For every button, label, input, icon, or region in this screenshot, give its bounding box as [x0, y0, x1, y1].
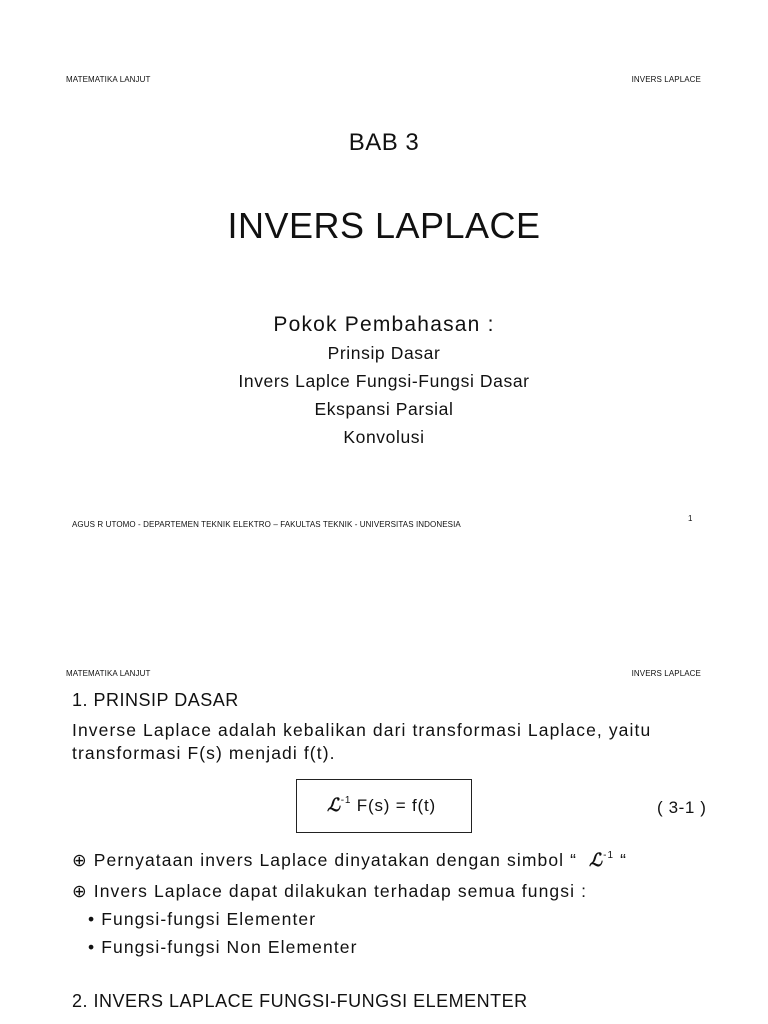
- footer-text: AGUS R UTOMO - DEPARTEMEN TEKNIK ELEKTRO – FAKULTAS TEKNIK - UNIVERSITAS INDONESIA: [72, 520, 461, 529]
- bullet-item: [72, 850, 627, 871]
- section-title: 2. INVERS LAPLACE FUNGSI-FUNGSI ELEMENTER: [72, 991, 528, 1011]
- page-number: 1: [688, 514, 693, 523]
- topic-item: Prinsip Dasar: [327, 343, 441, 363]
- paragraph-line: Inverse Laplace adalah kebalikan dari transformasi Laplace, yaitu: [72, 720, 652, 740]
- circled-plus-icon: ⊕: [72, 881, 88, 901]
- section-title: 1. PRINSIP DASAR: [72, 690, 239, 710]
- topic-item: Konvolusi: [343, 427, 425, 447]
- header-right: INVERS LAPLACE: [631, 75, 701, 84]
- laplace-symbol: ℒ: [327, 795, 341, 816]
- equation-rest: F(s) = f(t): [356, 796, 436, 815]
- sub-list-item: [88, 909, 316, 930]
- bullet-dot-icon: •: [88, 937, 96, 957]
- topic-item: Invers Laplce Fungsi-Fungsi Dasar: [238, 371, 530, 391]
- header-left: MATEMATIKA LANJUT: [66, 669, 151, 678]
- paragraph-line: transformasi F(s) menjadi f(t).: [72, 743, 336, 763]
- bullet-text: Invers Laplace dapat dilakukan terhadap semua fungsi :: [93, 881, 588, 901]
- equation: [327, 795, 436, 816]
- sub-item-text: Fungsi-fungsi Non Elementer: [101, 937, 358, 957]
- bullet-dot-icon: •: [88, 909, 96, 929]
- bullet-item: [72, 881, 587, 902]
- bullet-close-quote: “: [620, 850, 628, 870]
- bullet-text: Pernyataan invers Laplace dinyatakan dengan simbol “: [93, 850, 578, 870]
- circled-plus-icon: ⊕: [72, 850, 88, 870]
- header-right: INVERS LAPLACE: [631, 669, 701, 678]
- topic-item: Ekspansi Parsial: [314, 399, 454, 419]
- page-title: INVERS LAPLACE: [227, 205, 541, 246]
- sub-list-item: [88, 937, 358, 958]
- superscript: -1: [603, 850, 615, 862]
- chapter-label: BAB 3: [348, 129, 420, 156]
- equation-number: ( 3-1 ): [657, 798, 707, 817]
- topics-heading: Pokok Pembahasan :: [273, 313, 495, 336]
- superscript: -1: [340, 795, 352, 807]
- laplace-symbol: ℒ: [589, 850, 604, 871]
- sub-item-text: Fungsi-fungsi Elementer: [101, 909, 317, 929]
- header-left: MATEMATIKA LANJUT: [66, 75, 151, 84]
